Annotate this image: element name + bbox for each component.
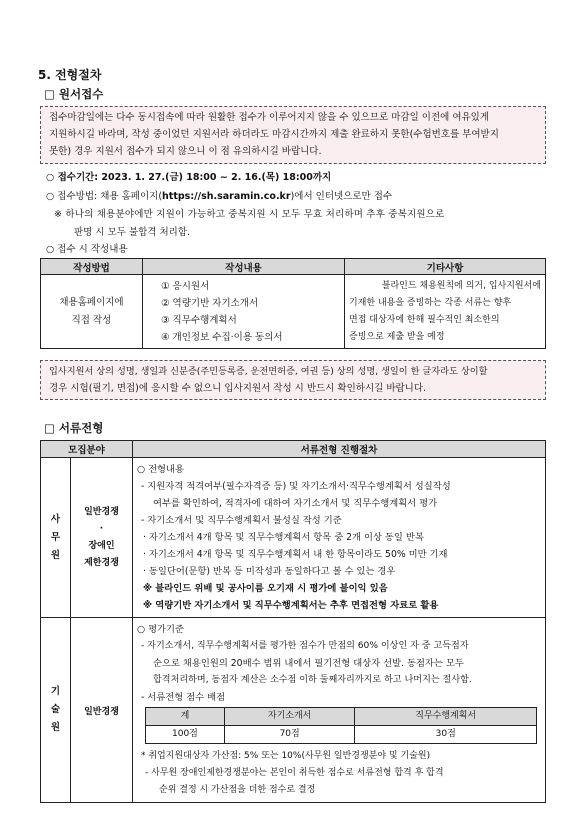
note-line: 면접 대상자에 한해 필수적인 최소한의 <box>349 314 500 325</box>
list-item: ① 응시원서 <box>161 280 210 292</box>
warning-line: 경우 시험(필기, 면접)에 응시할 수 없으니 입사지원서 작성 시 반드시 확인하시길 바랍니다. <box>49 383 427 394</box>
category-char: 원 <box>50 722 61 733</box>
type-line: 제한경쟁 <box>84 557 119 568</box>
score-value: 100점 <box>146 726 225 744</box>
name-birth-warning-box <box>40 360 546 400</box>
type-line: 장애인 <box>88 540 115 551</box>
office-type <box>71 458 133 618</box>
category-char: 사 <box>50 513 61 525</box>
table-header: 작성내용 <box>143 259 345 275</box>
bonus-line: - 사무원 장애인제한경쟁분야는 본인이 취득한 점수로 서류전형 합격 후 합격 <box>145 768 444 778</box>
category-char: 원 <box>50 549 61 561</box>
screening-heading: □ 서류전형 <box>44 421 104 435</box>
score-header: 자기소개서 <box>224 708 355 726</box>
notice-line: 지원하시길 바라며, 작성 중이었던 지원서라 하더라도 마감시간까지 제출 완료하지 못한(수험번호를 부여받지 <box>49 129 499 140</box>
content-line: ※ 블라인드 위배 및 공사이름 오기재 시 평가에 불이익 있음 <box>143 583 388 594</box>
application-heading: □ 원서접수 <box>44 87 104 101</box>
note-line: 증빙으로 제출 받을 예정 <box>349 331 445 342</box>
deadline-notice-box <box>40 106 546 164</box>
tech-category <box>41 618 71 803</box>
content-line: 합격처리하며, 동점자 계산은 소수점 이하 둘째자리까지로 하고 나머지는 절사함. <box>153 675 472 685</box>
score-value: 70점 <box>224 726 355 744</box>
content-line: ※ 역량기반 자기소개서 및 직무수행계획서는 추후 면접전형 자료로 활용 <box>143 600 439 611</box>
content-line: · 자기소개서 4개 항목 및 직무수행계획서 내 한 항목이라도 50% 미만 기재 <box>143 549 448 560</box>
content-line: 순으로 채용인원의 20배수 범위 내에서 필기전형 대상자 선발. 동점자는 모두 <box>153 658 464 669</box>
list-item: ④ 개인정보 수집·이용 동의서 <box>161 331 283 343</box>
method-suffix: )에서 인터넷으로만 접수 <box>290 191 393 202</box>
note-line: 기재한 내용을 증빙하는 각종 서류는 향후 <box>349 297 512 308</box>
table-header: 서류전형 진행절차 <box>133 441 546 458</box>
duplicate-note-line2: 판명 시 모두 불합격 처리함. <box>74 227 191 238</box>
method-line: 채용홈페이지에 <box>59 296 124 308</box>
tech-content <box>133 618 546 803</box>
writing-heading: ○ 접수 시 작성내용 <box>46 244 128 255</box>
items-cell <box>143 275 345 349</box>
category-char: 무 <box>50 531 61 543</box>
score-value: 30점 <box>355 726 537 744</box>
tech-type: 일반경쟁 <box>71 618 133 803</box>
warning-line: 입사지원서 상의 성명, 생일과 신분증(주민등록증, 운전면허증, 여권 등) 상의 성명, 생일이 한 글자라도 상이할 <box>49 366 488 377</box>
content-line: - 자기소개서, 직무수행계획서를 평가한 점수가 만점의 60% 이상인 자 중 고득점자 <box>141 641 469 651</box>
list-item: ③ 직무수행계획서 <box>161 314 237 326</box>
application-period: ○ 접수기간: 2023. 1. 27.(금) 18:00 ~ 2. 16.(목) 18:00까지 <box>46 172 332 183</box>
content-line: ○ 평가기준 <box>137 624 184 635</box>
writing-content-table <box>40 258 546 349</box>
table-header: 작성방법 <box>41 259 143 275</box>
office-category <box>41 458 71 618</box>
notes-cell <box>345 275 546 349</box>
content-line: - 서류전형 점수 배점 <box>141 692 226 703</box>
content-line: 여부를 확인하여, 적격자에 대하여 자기소개서 및 직무수행계획서 평가 <box>153 498 438 509</box>
section-title: 5. 전형절차 <box>38 68 102 82</box>
notice-line: 못한) 경우 지원서 접수가 되지 않으니 이 점 유의하시길 바랍니다. <box>49 146 322 157</box>
list-item: ② 역량기반 자기소개서 <box>161 297 259 309</box>
content-line: - 지원자격 적격여부(필수자격증 등) 및 자기소개서·직무수행계획서 성실작성 <box>141 481 451 492</box>
bonus-line: 순위 결정 시 가산점을 더한 점수로 결정 <box>159 785 316 795</box>
content-line: ○ 전형내용 <box>137 464 184 475</box>
method-line: 직접 작성 <box>71 314 112 326</box>
type-line: · <box>99 523 104 534</box>
bonus-line: * 취업지원대상자 가산점: 5% 또는 10%(사무원 일반경쟁분야 및 기술원) <box>141 751 431 761</box>
method-prefix: ○ 접수방법: 채용 홈페이지( <box>46 191 163 202</box>
content-line: · 자기소개서 4개 항목 및 직무수행계획서 항목 중 2개 이상 동일 반복 <box>143 532 424 543</box>
category-char: 술 <box>50 704 61 715</box>
score-table <box>145 707 537 744</box>
method-cell <box>41 275 143 349</box>
table-header: 기타사항 <box>345 259 546 275</box>
duplicate-note-line1: ※ 하나의 채용분야에만 지원이 가능하고 중복지원 시 모두 무효 처리하며 추후 중복지원으로 <box>54 209 445 220</box>
type-line: 일반경쟁 <box>84 506 119 517</box>
score-header: 계 <box>146 708 225 726</box>
screening-table <box>40 440 546 803</box>
table-header: 모집분야 <box>41 441 133 458</box>
content-line: - 자기소개서 및 직무수행계획서 불성실 작성 기준 <box>141 515 342 526</box>
notice-line: 접수마감일에는 다수 동시접속에 따라 원활한 접수가 이루어지지 않을 수 있으므로 마감일 이전에 여유있게 <box>49 112 490 123</box>
score-header: 직무수행계획서 <box>355 708 537 726</box>
apply-url-link[interactable]: https://sh.saramin.co.kr <box>162 191 291 202</box>
note-line: 블라인드 채용원칙에 의거, 입사지원서에 <box>381 280 541 291</box>
office-content <box>133 458 546 618</box>
category-char: 기 <box>50 686 61 697</box>
application-method <box>46 188 392 202</box>
content-line: · 동일단어(문항) 반복 등 미작성과 동일하다고 볼 수 있는 경우 <box>143 566 396 577</box>
